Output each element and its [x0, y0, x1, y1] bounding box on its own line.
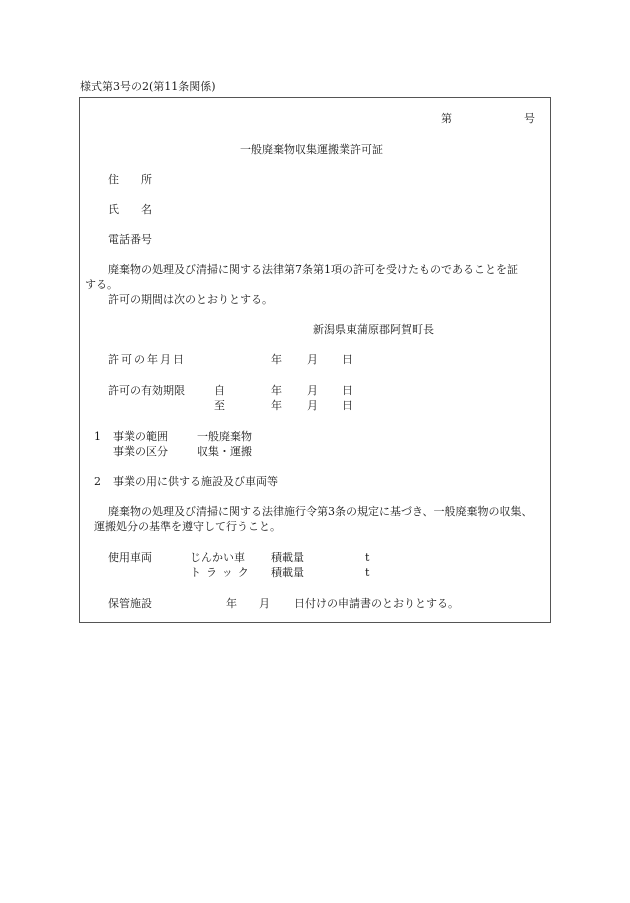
- storage-year: 年: [226, 597, 237, 610]
- certification-text-line1: 廃棄物の処理及び清掃に関する法律第7条第1項の許可を受けたものであることを証: [108, 263, 518, 276]
- phone-label: 電話番号: [108, 233, 152, 246]
- vehicle-capacity-label: 積載量: [271, 566, 304, 579]
- validity-from-year: 年: [271, 384, 282, 397]
- address-label: 住 所: [108, 173, 152, 186]
- vehicle-capacity-unit: t: [365, 566, 370, 579]
- storage-month: 月: [259, 597, 270, 610]
- form-number-label: 様式第3号の2(第11条関係): [80, 80, 216, 93]
- permit-date-label: 許可の年月日: [108, 353, 186, 366]
- vehicle-capacity-label: 積載量: [271, 551, 304, 564]
- number-prefix: 第: [441, 112, 452, 125]
- vehicle-capacity-unit: t: [365, 551, 370, 564]
- validity-to-day: 日: [342, 399, 353, 412]
- validity-from-month: 月: [307, 384, 318, 397]
- vehicle-type: じんかい車: [190, 551, 245, 564]
- compliance-text-line1: 廃棄物の処理及び清掃に関する法律施行令第3条の規定に基づき、一般廃棄物の収集、: [108, 505, 533, 518]
- permit-date-month: 月: [307, 353, 318, 366]
- facilities-heading: 事業の用に供する施設及び車両等: [113, 475, 278, 488]
- validity-to: 至: [214, 399, 225, 412]
- validity-from-day: 日: [342, 384, 353, 397]
- storage-label: 保管施設: [108, 597, 152, 610]
- business-category-value: 収集・運搬: [197, 445, 252, 458]
- compliance-text-line2: 運搬処分の基準を遵守して行うこと。: [94, 520, 281, 533]
- validity-from: 自: [214, 384, 225, 397]
- item-number-2: 2: [94, 475, 101, 488]
- number-suffix: 号: [524, 112, 535, 125]
- issuer-name: 新潟県東蒲原郡阿賀町長: [313, 323, 434, 336]
- business-category-label: 事業の区分: [113, 445, 168, 458]
- validity-to-month: 月: [307, 399, 318, 412]
- business-scope-label: 事業の範囲: [113, 430, 168, 443]
- permit-date-year: 年: [271, 353, 282, 366]
- permit-date-day: 日: [342, 353, 353, 366]
- validity-label: 許可の有効期限: [108, 384, 185, 397]
- business-scope-value: 一般廃棄物: [197, 430, 252, 443]
- validity-to-year: 年: [271, 399, 282, 412]
- certification-text-line2: する。: [85, 278, 118, 291]
- vehicles-label: 使用車両: [108, 551, 152, 564]
- permit-period-text: 許可の期間は次のとおりとする。: [108, 293, 273, 306]
- storage-application-text: 日付けの申請書のとおりとする。: [294, 597, 459, 610]
- name-label: 氏 名: [108, 203, 152, 216]
- vehicle-type: トラック: [190, 566, 254, 579]
- document-title: 一般廃棄物収集運搬業許可証: [240, 143, 383, 156]
- item-number-1: 1: [94, 430, 101, 443]
